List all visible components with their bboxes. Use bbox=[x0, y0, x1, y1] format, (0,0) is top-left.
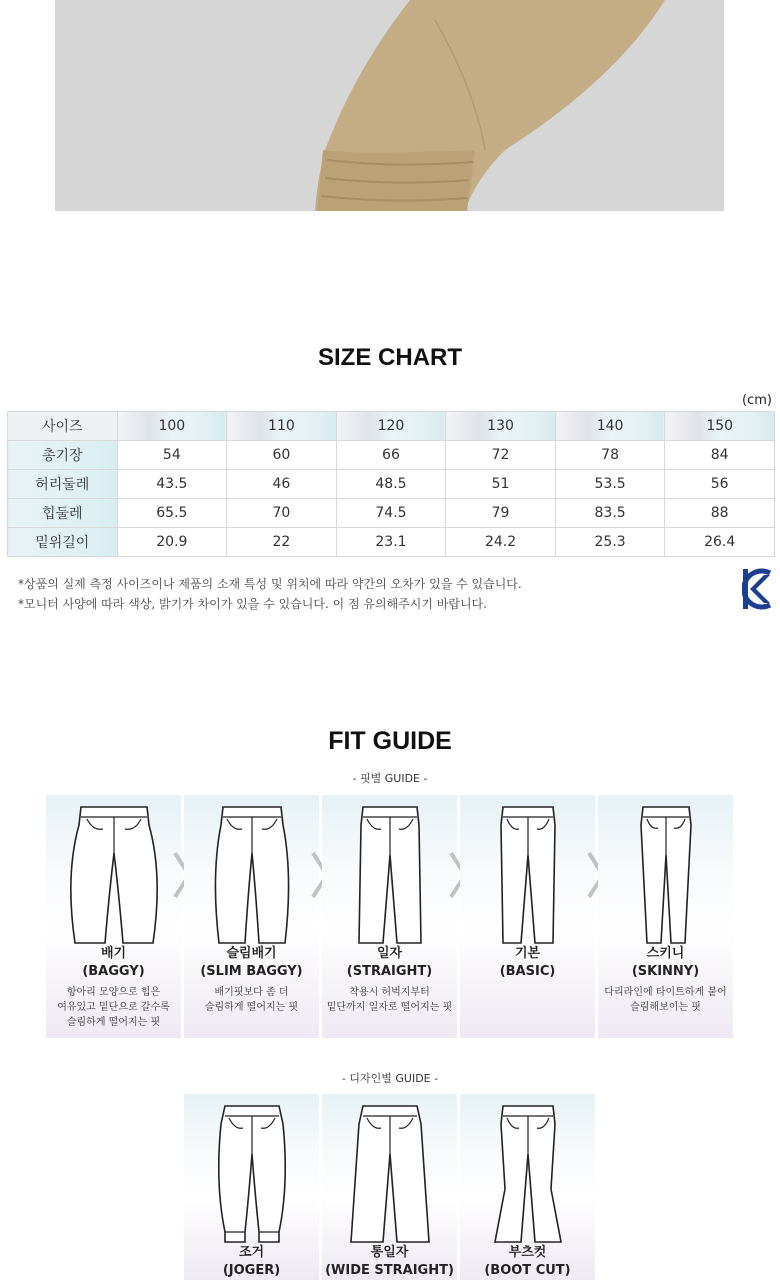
table-cell: 51 bbox=[446, 470, 556, 499]
size-header-row bbox=[8, 412, 775, 441]
header-cell: 140 bbox=[555, 412, 665, 441]
fit-name: 기본 bbox=[514, 946, 541, 961]
table-cell: 78 bbox=[555, 441, 665, 470]
product-photo bbox=[55, 0, 724, 211]
straight-pants-icon bbox=[335, 795, 445, 945]
row-label: 총기장 bbox=[8, 441, 118, 470]
desc-line: 여유있고 밑단으로 갈수록 bbox=[57, 1002, 170, 1013]
fit-card-skinny bbox=[598, 795, 733, 1038]
size-chart-title: SIZE CHART bbox=[318, 344, 462, 371]
design-name-en: (BOOT CUT) bbox=[484, 1263, 571, 1278]
pants-leg-image bbox=[55, 0, 724, 211]
table-cell: 66 bbox=[336, 441, 446, 470]
wide-straight-pants-icon bbox=[335, 1094, 445, 1244]
fit-description bbox=[598, 985, 733, 1015]
table-row bbox=[8, 441, 775, 470]
row-label: 힙둘레 bbox=[8, 499, 118, 528]
note-line: *상품의 실제 측정 사이즈이나 제품의 소재 특성 및 위치에 따라 약간의 오차가 있을 수 있습니다. bbox=[18, 577, 522, 591]
fit-name: 일자 bbox=[376, 946, 403, 961]
fit-name: 배기 bbox=[100, 946, 127, 961]
baggy-pants-icon bbox=[59, 795, 169, 945]
table-cell: 46 bbox=[227, 470, 337, 499]
table-cell: 88 bbox=[665, 499, 775, 528]
fit-name-en: (BAGGY) bbox=[82, 964, 145, 979]
slim-baggy-pants-icon bbox=[197, 795, 307, 945]
table-cell: 60 bbox=[227, 441, 337, 470]
table-cell: 65.5 bbox=[117, 499, 227, 528]
header-cell: 사이즈 bbox=[8, 412, 118, 441]
table-cell: 56 bbox=[665, 470, 775, 499]
size-chart-table bbox=[7, 411, 775, 557]
table-cell: 74.5 bbox=[336, 499, 446, 528]
table-cell: 22 bbox=[227, 528, 337, 557]
jogger-pants-icon bbox=[197, 1094, 307, 1244]
basic-pants-icon bbox=[473, 795, 583, 945]
table-cell: 23.1 bbox=[336, 528, 446, 557]
design-card-boot-cut bbox=[460, 1094, 595, 1280]
fit-subtitle: - 핏별 GUIDE - bbox=[352, 772, 428, 785]
design-name: 조거 bbox=[238, 1245, 265, 1260]
fit-guide-title: FIT GUIDE bbox=[328, 727, 452, 755]
table-cell: 26.4 bbox=[665, 528, 775, 557]
table-cell: 54 bbox=[117, 441, 227, 470]
fit-name-en: (SKINNY) bbox=[631, 964, 700, 979]
kc-certification-icon bbox=[742, 567, 772, 611]
fit-name-en: (SLIM BAGGY) bbox=[200, 964, 303, 979]
skinny-pants-icon bbox=[611, 795, 721, 945]
table-cell: 24.2 bbox=[446, 528, 556, 557]
design-name-en: (JOGER) bbox=[222, 1263, 281, 1278]
header-cell: 100 bbox=[117, 412, 227, 441]
fit-name: 슬림배기 bbox=[226, 946, 277, 961]
design-card-joger bbox=[184, 1094, 319, 1280]
table-row bbox=[8, 528, 775, 557]
size-notes bbox=[18, 574, 522, 614]
table-cell: 43.5 bbox=[117, 470, 227, 499]
row-label: 밑위길이 bbox=[8, 528, 118, 557]
desc-line: 슬림하게 떨어지는 핏 bbox=[66, 1017, 161, 1028]
fit-description bbox=[184, 985, 319, 1015]
desc-line: 밑단까지 일자로 떨어지는 핏 bbox=[326, 1002, 453, 1013]
table-cell: 20.9 bbox=[117, 528, 227, 557]
desc-line: 다리라인에 타이트하게 붙어 bbox=[604, 987, 727, 998]
table-cell: 79 bbox=[446, 499, 556, 528]
table-row bbox=[8, 499, 775, 528]
fit-card-slim-baggy bbox=[184, 795, 319, 1038]
note-line: *모니터 사양에 따라 색상, 밝기가 차이가 있을 수 있습니다. 이 점 유의해주시기 바랍니다. bbox=[18, 597, 487, 611]
design-name: 통일자 bbox=[370, 1245, 409, 1260]
fit-name: 스키니 bbox=[646, 946, 685, 961]
desc-line: 항아리 모양으로 힙은 bbox=[66, 987, 161, 998]
table-cell: 84 bbox=[665, 441, 775, 470]
header-cell: 120 bbox=[336, 412, 446, 441]
header-cell: 150 bbox=[665, 412, 775, 441]
fit-description bbox=[46, 985, 181, 1030]
desc-line: 배기핏보다 좀 더 bbox=[214, 987, 289, 998]
fit-card-straight bbox=[322, 795, 457, 1038]
fit-card-basic bbox=[460, 795, 595, 1038]
table-cell: 70 bbox=[227, 499, 337, 528]
desc-line: 착용시 허벅지부터 bbox=[349, 987, 430, 998]
fit-name-en: (BASIC) bbox=[499, 964, 556, 979]
fit-description bbox=[322, 985, 457, 1015]
row-label: 허리둘레 bbox=[8, 470, 118, 499]
table-cell: 72 bbox=[446, 441, 556, 470]
table-cell: 25.3 bbox=[555, 528, 665, 557]
fit-name-en: (STRAIGHT) bbox=[346, 964, 433, 979]
fit-card-baggy bbox=[46, 795, 181, 1038]
table-cell: 53.5 bbox=[555, 470, 665, 499]
unit-label: (cm) bbox=[742, 393, 772, 408]
desc-line: 슬림해보이는 핏 bbox=[630, 1002, 701, 1013]
header-cell: 130 bbox=[446, 412, 556, 441]
design-card-wide-straight bbox=[322, 1094, 457, 1280]
table-cell: 83.5 bbox=[555, 499, 665, 528]
design-subtitle: - 디자인별 GUIDE - bbox=[341, 1072, 439, 1085]
design-name-en: (WIDE STRAIGHT) bbox=[325, 1263, 454, 1278]
desc-line: 슬림하게 떨어지는 핏 bbox=[204, 1002, 299, 1013]
boot-cut-pants-icon bbox=[473, 1094, 583, 1244]
table-row bbox=[8, 470, 775, 499]
header-cell: 110 bbox=[227, 412, 337, 441]
table-cell: 48.5 bbox=[336, 470, 446, 499]
design-name: 부츠컷 bbox=[508, 1245, 547, 1260]
